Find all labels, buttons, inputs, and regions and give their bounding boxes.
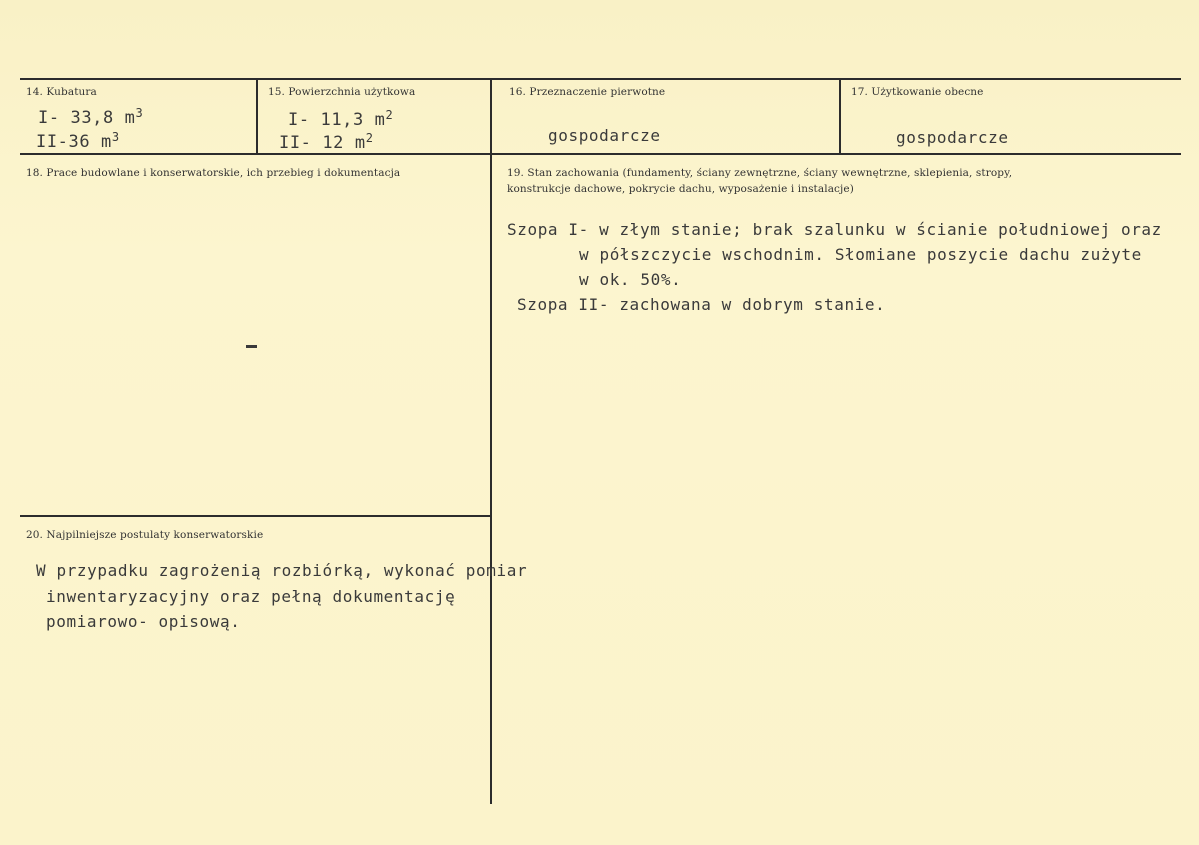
field-20-text-line2: inwentaryzacyjny oraz pełną dokumentację: [46, 587, 456, 606]
field-16-value: gospodarcze: [548, 126, 661, 145]
divider-16-17: [839, 79, 841, 154]
left-lower-rule: [20, 515, 490, 517]
field-20-label: 20. Najpilniejsze postulaty konserwatorskie: [26, 529, 264, 541]
field-17-label: 17. Użytkowanie obecne: [851, 86, 984, 98]
field-14-value-line2: II-36 $m^3$: [36, 130, 120, 152]
field-14-label: 14. Kubatura: [26, 86, 97, 98]
field-20-text-line1: W przypadku zagrożenią rozbiórką, wykonać pomiar: [36, 561, 528, 580]
field-17-value: gospodarcze: [896, 128, 1009, 147]
field-15-value-line2: II- 12 $m^2$: [279, 131, 374, 153]
field-19-text-line1: Szopa I- w złym stanie; brak szalunku w ścianie południowej oraz: [507, 220, 1162, 239]
field-19-text-line4: Szopa II- zachowana w dobrym stanie.: [517, 295, 886, 314]
field-20-text-line3: pomiarowo- opisową.: [46, 612, 241, 631]
divider-15-16: [490, 79, 492, 804]
mid-rule: [20, 153, 1181, 155]
field-18-label: 18. Prace budowlane i konserwatorskie, ich przebieg i dokumentacja: [26, 167, 401, 179]
field-16-label: 16. Przeznaczenie pierwotne: [509, 86, 666, 98]
field-15-value-line1: I- 11,3 $m^2$: [288, 108, 394, 130]
field-19-text-line3: w ok. 50%.: [579, 270, 682, 289]
divider-14-15: [256, 79, 258, 154]
top-rule: [20, 78, 1181, 80]
field-19-label-line2: konstrukcje dachowe, pokrycie dachu, wyposażenie i instalacje): [507, 183, 854, 195]
field-19-label-line1: 19. Stan zachowania (fundamenty, ściany zewnętrzne, ściany wewnętrzne, sklepienia, stropy,: [507, 167, 1013, 179]
field-19-text-line2: w półszczycie wschodnim. Słomiane poszycie dachu zużyte: [579, 245, 1142, 264]
field-18-dash: [246, 345, 257, 348]
field-14-value-line1: I- 33,8 $m^3$: [38, 106, 144, 128]
field-15-label: 15. Powierzchnia użytkowa: [268, 86, 416, 98]
